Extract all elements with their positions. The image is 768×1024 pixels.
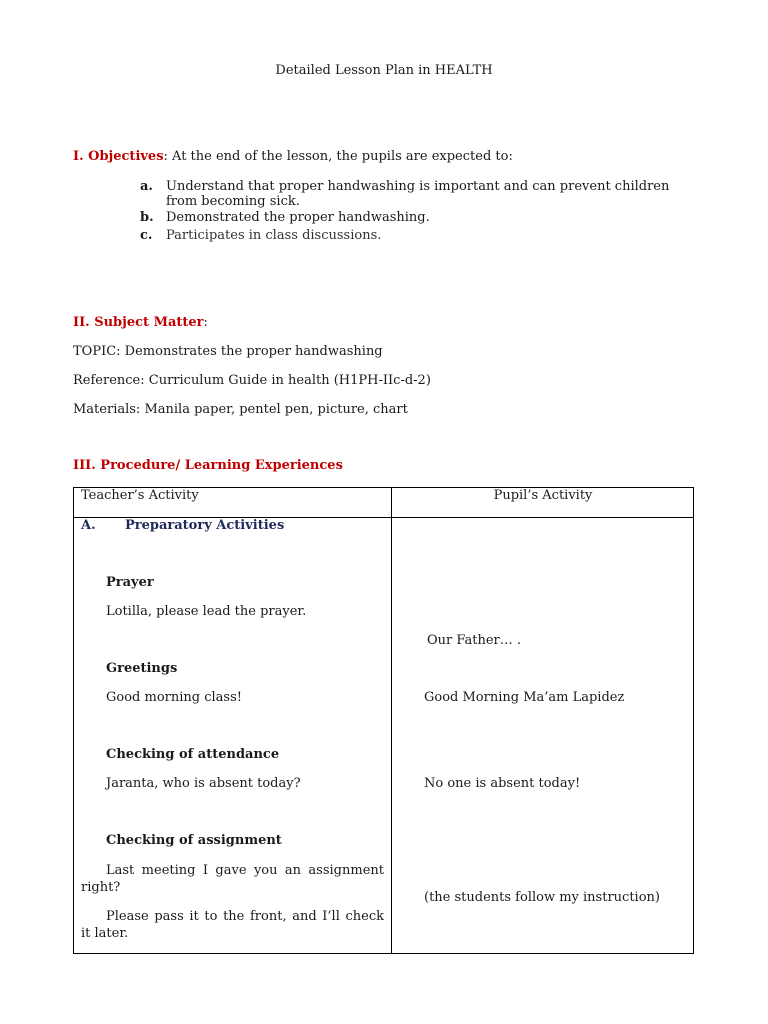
objectives-heading: I. Objectives [73, 149, 164, 164]
assignment-teacher-text-1: Last meeting I gave you an assignment right? [81, 863, 384, 895]
prayer-heading: Prayer [106, 575, 154, 590]
objective-label: b. [140, 210, 154, 225]
objective-text: Participates in class discussions. [166, 228, 382, 243]
greetings-heading: Greetings [106, 661, 178, 676]
objectives-line [73, 149, 513, 164]
subject-materials: Materials: Manila paper, pentel pen, picture, chart [73, 402, 408, 417]
assignment-teacher-text-2: Please pass it to the front, and I’ll check it later. [81, 909, 384, 941]
objective-text: Understand that proper handwashing is important and can prevent children from becoming sick. [166, 179, 670, 209]
attendance-teacher-text: Jaranta, who is absent today? [106, 776, 301, 791]
subject-matter-heading-line [73, 315, 208, 330]
assignment-pupil-text: (the students follow my instruction) [424, 890, 660, 905]
assignment-heading: Checking of assignment [106, 833, 282, 848]
document-title: Detailed Lesson Plan in HEALTH [275, 63, 493, 78]
section-label: A. [81, 518, 96, 533]
objective-item-a [140, 179, 686, 209]
objective-text: Demonstrated the proper handwashing. [166, 210, 430, 225]
table-column-divider [391, 488, 392, 953]
greetings-pupil-text: Good Morning Ma’am Lapidez [424, 690, 625, 705]
prayer-pupil-text: Our Father… . [427, 633, 522, 648]
column-header-pupil: Pupil’s Activity [493, 488, 593, 503]
objective-label: a. [140, 179, 153, 194]
subject-topic: TOPIC: Demonstrates the proper handwashing [73, 344, 383, 359]
attendance-pupil-text: No one is absent today! [424, 776, 581, 791]
objective-item-c [140, 228, 686, 243]
greetings-teacher-text: Good morning class! [106, 690, 242, 705]
objective-item-b [140, 210, 686, 225]
objective-label: c. [140, 228, 153, 243]
procedure-table [73, 487, 694, 954]
column-header-teacher: Teacher’s Activity [81, 488, 199, 503]
subject-reference: Reference: Curriculum Guide in health (H1PH-IIc-d-2) [73, 373, 431, 388]
procedure-heading: III. Procedure/ Learning Experiences [73, 458, 343, 473]
subject-matter-heading: II. Subject Matter [73, 315, 204, 330]
prayer-teacher-text: Lotilla, please lead the prayer. [106, 604, 307, 619]
section-title: Preparatory Activities [125, 518, 285, 533]
subject-matter-colon: : [203, 315, 208, 330]
objectives-intro: : At the end of the lesson, the pupils are expected to: [163, 149, 513, 164]
attendance-heading: Checking of attendance [106, 747, 280, 762]
